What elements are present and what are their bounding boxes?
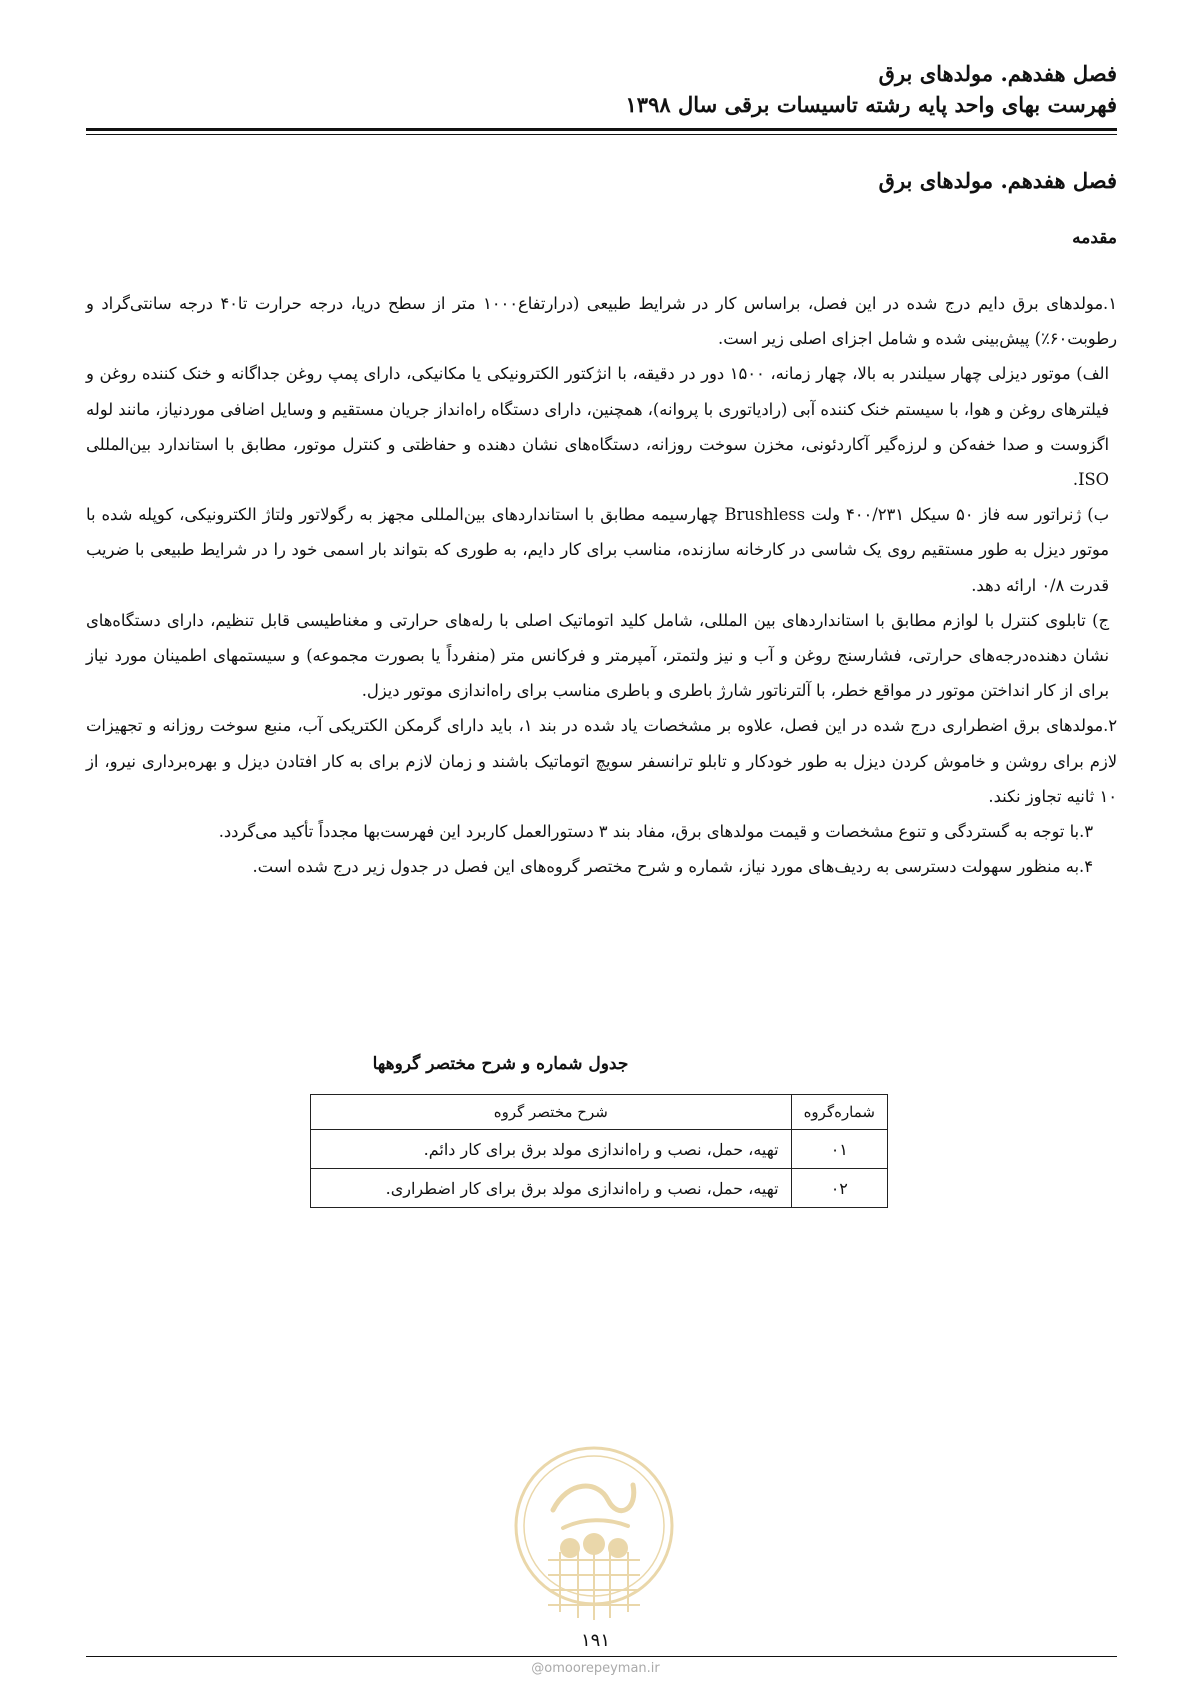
- header-chapter: فصل هفدهم. مولدهای برق: [878, 61, 1117, 86]
- header-rule-thick: [86, 128, 1117, 131]
- seal-logo-icon: [508, 1440, 680, 1630]
- table-title: جدول شماره و شرح مختصر گروهها: [372, 1054, 629, 1074]
- footer-rule: [86, 1656, 1117, 1657]
- group-description: تهیه، حمل، نصب و راه‌اندازی مولد برق برای کار اضطراری.: [311, 1169, 792, 1208]
- group-number: ۰۲: [791, 1169, 887, 1208]
- table-header-row: [311, 1095, 888, 1130]
- paragraph-alef: الف) موتور دیزلی چهار سیلندر به بالا، چهار زمانه، ۱۵۰۰ دور در دقیقه، با انژکتور الکترونیکی یا مکانیکی، دارای پمپ روغن جداگانه و خنک کننده روغن و فیلترهای روغن و هوا، با سیستم خنک کننده آبی (رادیاتوری با پروانه)، همچنین، دارای دستگاه راه‌انداز جریان مستقیم و وسایل اضافی موردنیاز، مانند لوله اگزوست و صدا خفه‌کن و لرزه‌گیر آکاردئونی، مخزن سوخت روزانه، دستگاه‌های نشان دهنده و حفاظتی و کنترل موتور، مطابق با استاندارد بین‌المللی ISO.: [86, 364, 1109, 490]
- paragraph-be: ب) ژنراتور سه فاز ۵۰ سیکل ۴۰۰/۲۳۱ ولت Brushless چهارسیمه مطابق با استانداردهای بین‌المللی مجهز به رگولاتور ولتاژ الکترونیکی، کوپله شده با موتور دیزل به طور مستقیم روی یک شاسی در کارخانه سازنده، مناسب برای کار دایم، به طوری که بتواند بار اسمی خود را در شرایط طبیعی با ضریب قدرت ۰/۸ ارائه دهد.: [86, 505, 1109, 595]
- group-description: تهیه، حمل، نصب و راه‌اندازی مولد برق برای کار دائم.: [311, 1130, 792, 1169]
- running-header: [626, 58, 1117, 120]
- paragraph-2: ۲.مولدهای برق اضطراری درج شده در این فصل، علاوه بر مشخصات یاد شده در بند ۱، باید دارای گرمکن الکتریکی آب، منبع سوخت روزانه و تجهیزات لازم برای روشن و خاموش کردن دیزل به طور خودکار و تابلو ترانسفر سویچ اتوماتیک باشند و زمان لازم برای به کار افتادن دیزل و بهره‌برداری نیرو، از ۱۰ ثانیه تجاوز نکند.: [86, 716, 1117, 806]
- column-header-number: شماره‌گروه: [791, 1095, 887, 1130]
- column-header-description: شرح مختصر گروه: [311, 1095, 792, 1130]
- paragraph-3: ۳.با توجه به گستردگی و تنوع مشخصات و قیمت مولدهای برق، مفاد بند ۳ دستورالعمل کاربرد این فهرست‌بها مجدداً تأکید می‌گردد.: [218, 822, 1093, 842]
- body-text: [86, 286, 1117, 884]
- chapter-title: فصل هفدهم. مولدهای برق: [878, 168, 1117, 193]
- header-rule-thin: [86, 134, 1117, 135]
- header-book-title: فهرست بهای واحد پایه رشته تاسیسات برقی سال ۱۳۹۸: [625, 92, 1117, 117]
- groups-table: [310, 1094, 888, 1208]
- paragraph-1: ۱.مولدهای برق دایم درج شده در این فصل، براساس کار در شرایط طبیعی (درارتفاع۱۰۰۰ متر از سطح دریا، درجه حرارت تا۴۰ درجه سانتی‌گراد و رطوبت۶۰٪) پیش‌بینی شده و شامل اجزای اصلی زیر است.: [86, 294, 1117, 349]
- paragraph-jim: ج) تابلوی کنترل با لوازم مطابق با استانداردهای بین المللی، شامل کلید اتوماتیک اصلی با رله‌های حرارتی و مغناطیسی قابل تنظیم، دارای دستگاه‌های نشان دهنده‌درجه‌های حرارتی، فشارسنج روغن و آب و نیز ولتمتر، آمپرمتر و فرکانس متر (منفرداً یا بصورت مجموعه) و سیستمهای اطمینان مورد نیاز برای از کار انداختن موتور در مواقع خطر، با آلترناتور شارژ باطری و باطری مناسب برای راه‌اندازی موتور دیزل.: [86, 610, 1109, 701]
- table-row: [311, 1130, 888, 1169]
- paragraph-4: ۴.به منظور سهولت دسترسی به ردیف‌های مورد نیاز، شماره و شرح مختصر گروه‌های این فصل در جدول زیر درج شده است.: [252, 857, 1093, 877]
- group-number: ۰۱: [791, 1130, 887, 1169]
- table-row: [311, 1169, 888, 1208]
- page-number: ۱۹۱: [580, 1630, 610, 1651]
- watermark-text: @omoorepeyman.ir: [531, 1661, 660, 1676]
- intro-heading: مقدمه: [1072, 228, 1117, 248]
